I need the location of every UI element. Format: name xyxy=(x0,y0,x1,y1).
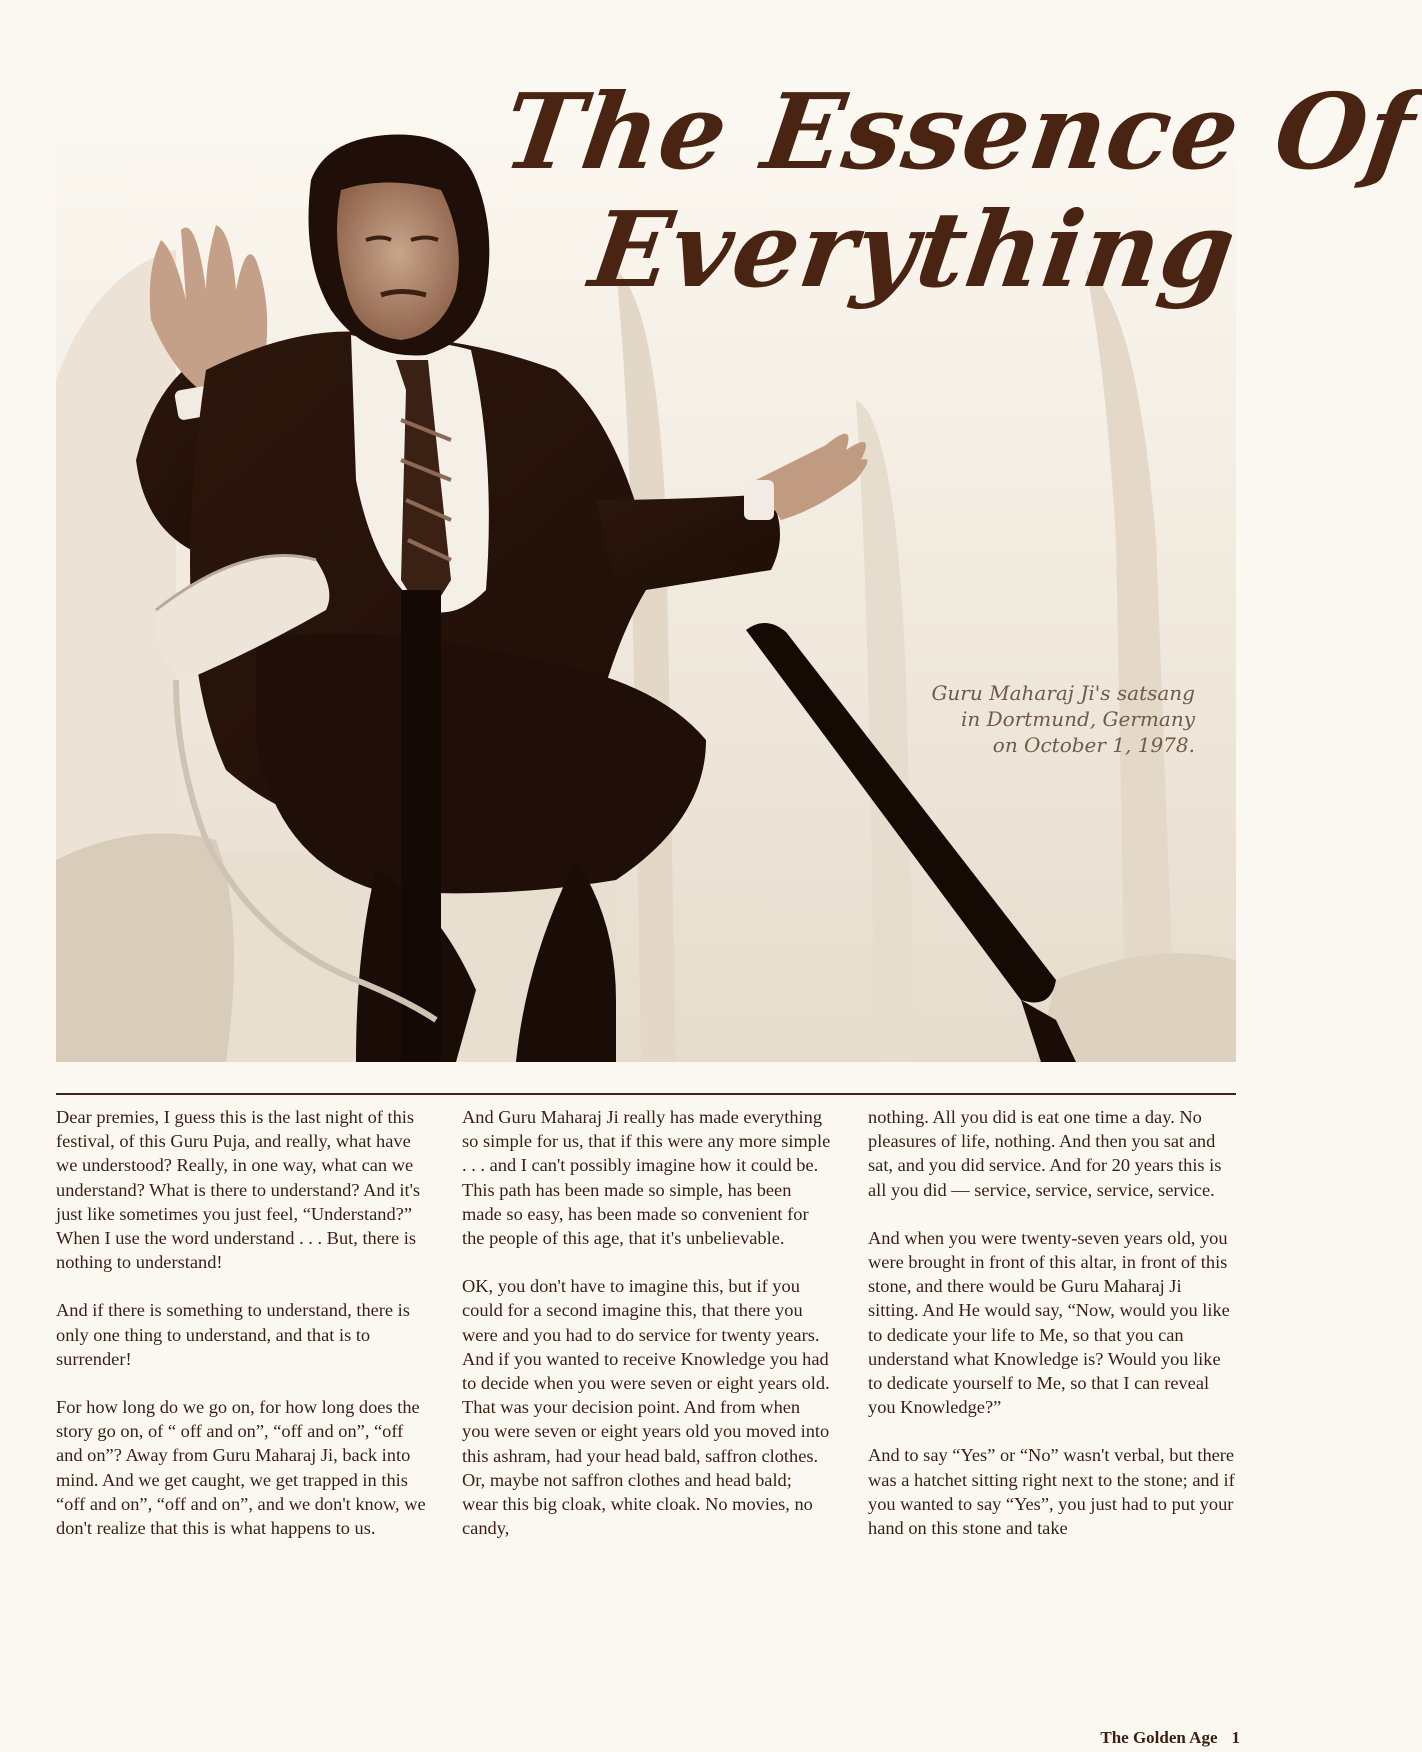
caption-line-2: in Dortmund, Germany xyxy=(961,707,1195,731)
paragraph: Dear premies, I guess this is the last night of this festival, of this Guru Puja, and really, what have we understood? Really, in one way, what can we understand? What is there to understand? And it's just like sometimes you just feel, “Understand?” When I use the word understand . . . But, there is nothing to understand! xyxy=(56,1107,421,1273)
portrait-photo-icon xyxy=(56,120,1236,1062)
caption-line-3: on October 1, 1978. xyxy=(992,733,1195,757)
paragraph: nothing. All you did is eat one time a day. No pleasures of life, nothing. And then you sat and sat, and you did service. And for 20 years this is all you did — service, service, service, service. xyxy=(868,1107,1222,1200)
title-line-1: The Essence Of xyxy=(496,70,1422,193)
paragraph: OK, you don't have to imagine this, but if you could for a second imagine this, that there you were and you had to do service for twenty years. And if you wanted to receive Knowledge you had to decide when you were seven or eight years old. That was your decision point. And from when you were seven or eight years old you moved into this ashram, had your head bald, saffron clothes. Or, maybe not saffron clothes and head bald; wear this big cloak, white cloak. No movies, no candy, xyxy=(462,1276,830,1539)
publication-name: The Golden Age xyxy=(1100,1728,1218,1747)
paragraph: And to say “Yes” or “No” wasn't verbal, but there was a hatchet sitting right next to the stone; and if you wanted to say “Yes”, you just had to put your hand on this stone and take xyxy=(868,1445,1235,1539)
paragraph: And Guru Maharaj Ji really has made everything so simple for us, that if this were any more simple . . . and I can't possibly imagine how it could be. This path has been made so simple, has been made so easy, has been made so convenient for the people of this age, that it's unbelievable. xyxy=(462,1107,831,1249)
photo-caption xyxy=(850,680,1195,758)
divider-rule xyxy=(56,1093,1236,1095)
text-column-1 xyxy=(56,1105,426,1564)
paragraph: And if there is something to understand, there is only one thing to understand, and that is to surrender! xyxy=(56,1300,410,1369)
paragraph: For how long do we go on, for how long does the story go on, of “ off and on”, “off and on”, “off and on”? Away from Guru Maharaj Ji, back into mind. And we get caught, we get trapped in this “off and on”, “off and on”, and we don't know, we don't realize that this is what happens to us. xyxy=(56,1397,426,1539)
caption-line-1: Guru Maharaj Ji's satsang xyxy=(931,681,1195,705)
page-footer xyxy=(1100,1728,1240,1748)
portrait-photo xyxy=(56,120,1236,1062)
paragraph: And when you were twenty-seven years old, you were brought in front of this altar, in front of this stone, and there would be Guru Maharaj Ji sitting. And He would say, “Now, would you like to dedicate your life to Me, so that you can understand what Knowledge is? Would you like to dedicate yourself to Me, so that I can reveal you Knowledge?” xyxy=(868,1227,1230,1418)
text-column-2 xyxy=(462,1105,832,1564)
page-number: 1 xyxy=(1231,1728,1240,1747)
title-line-2: Everything xyxy=(583,188,1244,311)
text-column-3 xyxy=(868,1105,1236,1564)
